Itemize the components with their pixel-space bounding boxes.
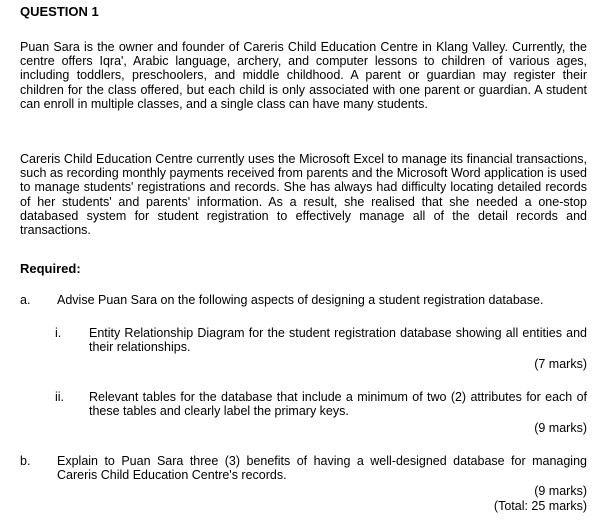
scenario-paragraph-1: Puan Sara is the owner and founder of Careris Child Education Centre in Klang Valley. Currently, the centre offers Iqra', Arabic language, archery, and computer lessons to children of various ages, including toddlers, preschoolers, and middle childhood. A parent or guardian may register their children for the class offered, but each child is only associated with one parent or guardian. A student can enroll in multiple classes, and a single class can have many students. xyxy=(20,40,587,111)
part-a-ii-text: Relevant tables for the database that include a minimum of two (2) attributes for each of these tables and clearly label the primary keys. xyxy=(89,390,587,419)
part-a-i-marker: i. xyxy=(55,326,62,340)
question-heading: QUESTION 1 xyxy=(20,4,99,19)
part-a-i-marks: (7 marks) xyxy=(534,357,587,371)
part-b-marks: (9 marks) xyxy=(534,484,587,498)
part-b-text: Explain to Puan Sara three (3) benefits of having a well-designed database for managing Careris Child Education Centre's records. xyxy=(57,454,587,483)
part-a-i-text: Entity Relationship Diagram for the student registration database showing all entities and their relationships. xyxy=(89,326,587,355)
total-marks: (Total: 25 marks) xyxy=(493,499,587,513)
scenario-paragraph-2: Careris Child Education Centre currently uses the Microsoft Excel to manage its financial transactions, such as recording monthly payments received from parents and the Microsoft Word application is used to manage students' registrations and records. She has always had difficulty locating detailed records of her students' and parents' information. As a result, she realised that she needed a one-stop databased system for student registration to effectively manage all of the detail records and transactions. xyxy=(20,152,587,238)
part-a-text: Advise Puan Sara on the following aspects of designing a student registration database. xyxy=(57,293,544,307)
part-a-ii-marks: (9 marks) xyxy=(534,421,587,435)
part-a-marker: a. xyxy=(20,293,31,307)
part-a-ii-marker: ii. xyxy=(55,390,65,404)
required-label: Required: xyxy=(20,261,81,276)
part-b-marker: b. xyxy=(20,454,31,468)
